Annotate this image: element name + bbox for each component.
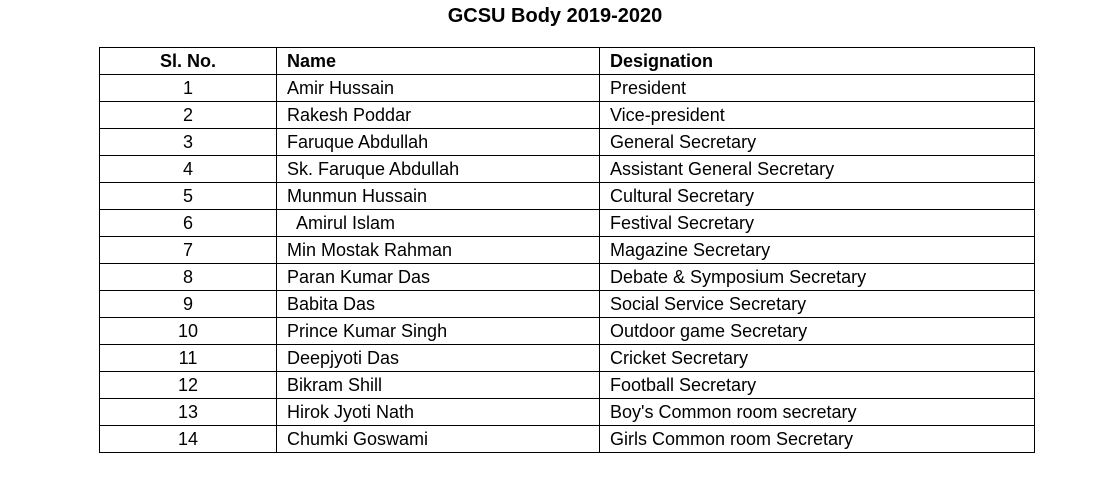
table-row <box>100 102 1035 129</box>
column-header-slno: Sl. No. <box>100 48 277 75</box>
designation-cell: Cricket Secretary <box>600 345 1035 372</box>
page-title: GCSU Body 2019-2020 <box>447 5 663 27</box>
name-cell: Munmun Hussain <box>277 183 600 210</box>
slno-cell: 10 <box>100 318 277 345</box>
designation-cell: Outdoor game Secretary <box>600 318 1035 345</box>
roster-table <box>99 47 1035 453</box>
slno-cell: 8 <box>100 264 277 291</box>
designation-cell: Cultural Secretary <box>600 183 1035 210</box>
table-row <box>100 318 1035 345</box>
name-cell: Paran Kumar Das <box>277 264 600 291</box>
slno-cell: 11 <box>100 345 277 372</box>
slno-cell: 7 <box>100 237 277 264</box>
name-cell: Sk. Faruque Abdullah <box>277 156 600 183</box>
table-body <box>100 75 1035 453</box>
name-cell: Rakesh Poddar <box>277 102 600 129</box>
name-cell: Amir Hussain <box>277 75 600 102</box>
table-row <box>100 237 1035 264</box>
table-header <box>100 48 1035 75</box>
table-row <box>100 129 1035 156</box>
name-cell: Amirul Islam <box>277 210 600 237</box>
header-row <box>100 48 1035 75</box>
slno-cell: 1 <box>100 75 277 102</box>
slno-cell: 6 <box>100 210 277 237</box>
name-cell: Min Mostak Rahman <box>277 237 600 264</box>
designation-cell: President <box>600 75 1035 102</box>
name-cell: Prince Kumar Singh <box>277 318 600 345</box>
name-cell: Hirok Jyoti Nath <box>277 399 600 426</box>
slno-cell: 12 <box>100 372 277 399</box>
table-row <box>100 75 1035 102</box>
table-row <box>100 372 1035 399</box>
table-row <box>100 264 1035 291</box>
name-cell: Chumki Goswami <box>277 426 600 453</box>
table-row <box>100 291 1035 318</box>
table-row <box>100 183 1035 210</box>
name-cell: Faruque Abdullah <box>277 129 600 156</box>
designation-cell: Social Service Secretary <box>600 291 1035 318</box>
slno-cell: 13 <box>100 399 277 426</box>
designation-cell: Vice-president <box>600 102 1035 129</box>
table-row <box>100 210 1035 237</box>
designation-cell: Girls Common room Secretary <box>600 426 1035 453</box>
designation-cell: Magazine Secretary <box>600 237 1035 264</box>
table-row <box>100 399 1035 426</box>
designation-cell: Festival Secretary <box>600 210 1035 237</box>
name-cell: Deepjyoti Das <box>277 345 600 372</box>
column-header-designation: Designation <box>600 48 1035 75</box>
designation-cell: Debate & Symposium Secretary <box>600 264 1035 291</box>
designation-cell: Boy's Common room secretary <box>600 399 1035 426</box>
designation-cell: Football Secretary <box>600 372 1035 399</box>
slno-cell: 9 <box>100 291 277 318</box>
table-row <box>100 426 1035 453</box>
name-cell: Babita Das <box>277 291 600 318</box>
slno-cell: 5 <box>100 183 277 210</box>
table-row <box>100 156 1035 183</box>
name-cell: Bikram Shill <box>277 372 600 399</box>
slno-cell: 2 <box>100 102 277 129</box>
table-row <box>100 345 1035 372</box>
designation-cell: Assistant General Secretary <box>600 156 1035 183</box>
column-header-name: Name <box>277 48 600 75</box>
slno-cell: 4 <box>100 156 277 183</box>
slno-cell: 3 <box>100 129 277 156</box>
designation-cell: General Secretary <box>600 129 1035 156</box>
slno-cell: 14 <box>100 426 277 453</box>
